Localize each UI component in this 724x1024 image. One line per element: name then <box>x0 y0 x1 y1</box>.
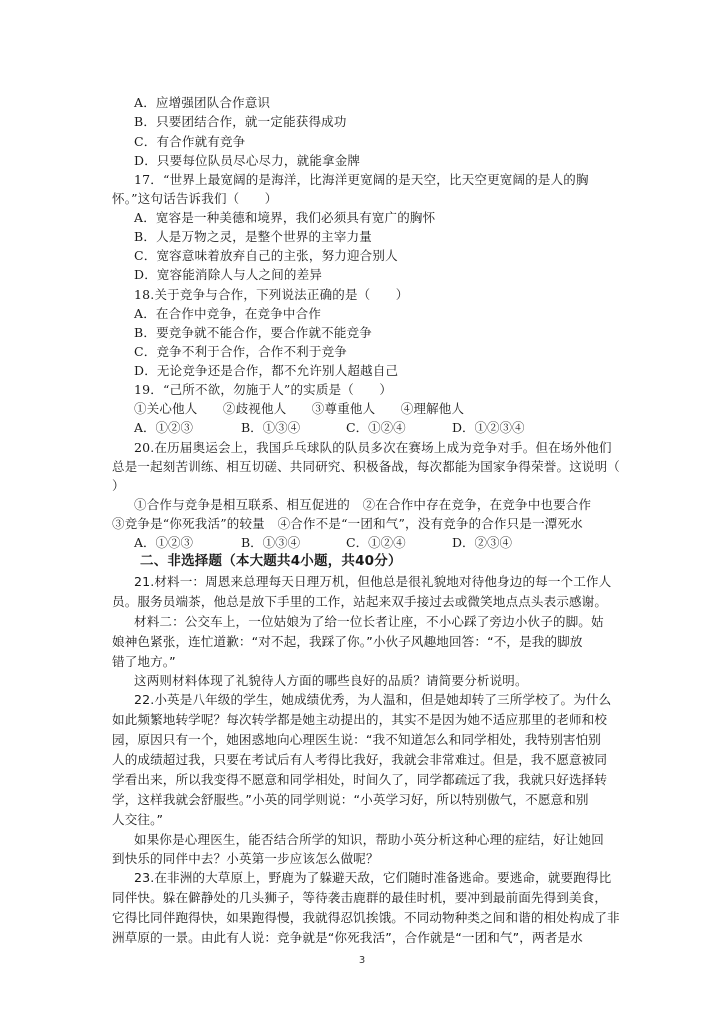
text-line: B．只要团结合作，就一定能获得成功 <box>134 114 347 129</box>
question-23-text: 同伴快。躲在僻静处的几头狮子，等待袭击鹿群的最佳时机，要冲到最前面先得到美食， <box>112 890 608 905</box>
text-line: C．有合作就有竞争 <box>134 134 246 149</box>
question-20-stem: 总是一起刻苦训练、相互切磋、共同研究、积极备战，每次都能为国家争得荣誉。这说明（ <box>112 459 621 474</box>
question-21-text: 娘神色紧张，连忙道歉：“对不起，我踩了你。”小伙子风趣地回答：“不，是我的脚放 <box>112 634 583 649</box>
question-22-text: 如此频繁地转学呢？每次转学都是她主动提出的，其实不是因为她不适应那里的老师和校 <box>112 712 608 727</box>
question-20-items: ③竞争是“你死我活”的较量 ④合作不是“一团和气”，没有竞争的合作只是一潭死水 <box>112 516 583 531</box>
question-22-text: 园，原因只有一个，她困惑地向心理医生说：“我不知道怎么和同学相处，我特别害怕别 <box>112 732 601 747</box>
question-22-text: 人的成绩超过我，只要在考试后有人考得比我好，我就会非常难过。但是，我不愿意被同 <box>112 752 608 767</box>
option-line: D．宽容能消除人与人之间的差异 <box>134 267 323 282</box>
q19-option-b: B．①③④ <box>241 420 301 435</box>
question-20-items: ①合作与竞争是相互联系、相互促进的 ②在合作中存在竞争，在竞争中也要合作 <box>134 497 592 512</box>
text-line: D．只要每位队员尽心尽力，就能拿金牌 <box>134 153 361 168</box>
option-line: D．无论竞争还是合作，都不允许别人超越自己 <box>134 363 399 378</box>
option-line: A．在合作中竞争，在竞争中合作 <box>134 306 322 321</box>
question-21-prompt: 这两则材料体现了礼貌待人方面的哪些良好的品质？请简要分析说明。 <box>134 673 528 688</box>
q20-option-a: A．①②③ <box>134 535 194 550</box>
question-21-text: 21.材料一：周恩来总理每天日理万机，但他总是很礼貌地对待他身边的每一个工作人 <box>134 574 612 589</box>
q20-option-d: D．②③④ <box>452 535 513 550</box>
option-line: C．宽容意味着放弃自己的主张，努力迎合别人 <box>134 248 398 263</box>
option-line: B．要竞争就不能合作，要合作就不能竞争 <box>134 325 372 340</box>
question-22-prompt: 到快乐的同伴中去？小英第一步应该怎么做呢？ <box>112 851 379 866</box>
question-20-stem: 20.在历届奥运会上，我国乒乓球队的队员多次在赛场上成为竞争对手。但在场外他们 <box>134 440 612 455</box>
question-22-text: 学，这样我就会舒服些。”小英的同学则说：“小英学习好，所以特别傲气，不愿意和别 <box>112 792 589 807</box>
option-line: A．宽容是一种美德和境界，我们必须具有宽广的胸怀 <box>134 210 436 225</box>
page-number: 3 <box>358 955 366 966</box>
question-22-prompt: 如果你是心理医生，能否结合所学的知识，帮助小英分析这种心理的症结，好让她回 <box>134 832 604 847</box>
question-23-text: 23.在非洲的大草原上，野鹿为了躲避天敌，它们随时准备逃命。要逃命，就要跑得比 <box>134 870 612 885</box>
question-21-text: 材料二：公交车上，一位姑娘为了给一位长者让座，不小心踩了旁边小伙子的脚。姑 <box>134 614 604 629</box>
question-18-stem: 18.关于竞争与合作，下列说法正确的是（ ） <box>134 287 409 302</box>
q20-option-c: C．①②④ <box>346 535 406 550</box>
question-22-text: 学看出来，所以我变得不愿意和同学相处，时间久了，同学都疏远了我，我就只好选择转 <box>112 772 608 787</box>
question-19-stem: 19．“己所不欲，勿施于人”的实质是（ ） <box>134 382 393 397</box>
question-22-text: 人交往。” <box>112 812 164 827</box>
q19-option-c: C．①②④ <box>346 420 406 435</box>
question-22-text: 22.小英是八年级的学生，她成绩优秀，为人温和，但是她却转了三所学校了。为什么 <box>134 692 612 707</box>
question-17-stem: 怀。”这句话告诉我们（ ） <box>112 191 278 206</box>
question-21-text: 错了地方。” <box>112 654 176 669</box>
option-line: B．人是万物之灵，是整个世界的主宰力量 <box>134 229 372 244</box>
option-line: C．竞争不利于合作，合作不利于竞争 <box>134 344 347 359</box>
q19-option-a: A．①②③ <box>134 420 194 435</box>
question-21-text: 员。服务员端茶，他总是放下手里的工作，站起来双手接过去或微笑地点点头表示感谢。 <box>112 594 608 609</box>
text-line: A．应增强团队合作意识 <box>134 95 271 110</box>
question-17-stem: 17．“世界上最宽阔的是海洋，比海洋更宽阔的是天空，比天空更宽阔的是人的胸 <box>134 172 589 187</box>
question-20-stem: ） <box>112 478 125 493</box>
q20-option-b: B．①③④ <box>241 535 301 550</box>
question-23-text: 洲草原的一景。由此有人说：竞争就是“你死我活”，合作就是“一团和气”，两者是水 <box>112 930 583 945</box>
question-19-items: ①关心他人 ②歧视他人 ③尊重他人 ④理解他人 <box>134 401 465 416</box>
question-23-text: 它得比同伴跑得快，如果跑得慢，我就得忍饥挨饿。不同动物种类之间和谐的相处构成了非 <box>112 910 620 925</box>
q19-option-d: D．①②③④ <box>452 420 525 435</box>
section-heading: 二、非选择题（本大题共4小题，共40分） <box>140 553 402 569</box>
